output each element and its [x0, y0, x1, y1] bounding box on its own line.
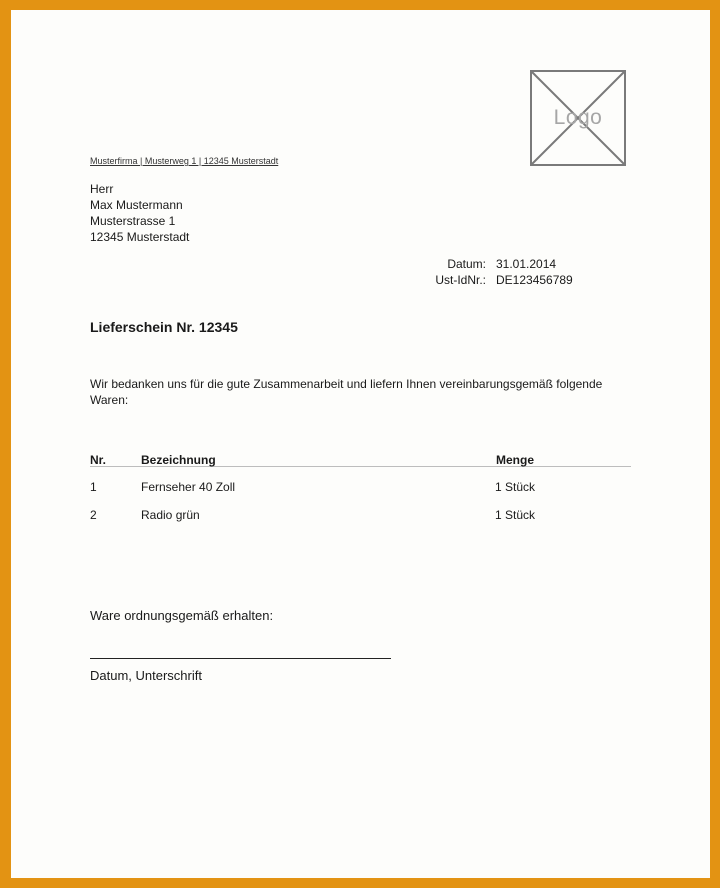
header-menge: Menge	[495, 453, 534, 467]
signature-line	[90, 658, 391, 659]
recipient-city: 12345 Musterstadt	[90, 230, 190, 244]
recipient-address	[90, 181, 189, 245]
row-nr: 2	[90, 508, 97, 522]
row-menge: 1 Stück	[494, 508, 536, 522]
row-bezeichnung: Fernseher 40 Zoll	[141, 480, 236, 494]
intro-text	[90, 376, 620, 408]
intro-line-2: Waren:	[90, 393, 129, 407]
document-title: Lieferschein Nr. 12345	[90, 319, 238, 335]
sender-line: Musterfirma | Musterweg 1 | 12345 Musterstadt	[90, 156, 279, 166]
logo-text: Logo	[553, 106, 603, 129]
table-header	[90, 453, 631, 467]
recipient-salutation: Herr	[90, 182, 114, 196]
vat-value: DE123456789	[496, 273, 573, 287]
recipient-street: Musterstrasse 1	[90, 214, 176, 228]
vat-label: Ust-IdNr.:	[435, 273, 486, 287]
logo-placeholder	[530, 70, 626, 166]
meta-values	[496, 256, 573, 288]
header-bezeichnung: Bezeichnung	[141, 453, 216, 467]
row-nr: 1	[90, 480, 97, 494]
recipient-name: Max Mustermann	[90, 198, 183, 212]
table-row	[90, 508, 631, 524]
intro-line-1: Wir bedanken uns für die gute Zusammenarbeit und liefern Ihnen vereinbarungsgemäß folgende	[90, 377, 603, 391]
signature-caption: Datum, Unterschrift	[90, 668, 202, 683]
header-nr: Nr.	[90, 453, 107, 467]
row-menge: 1 Stück	[494, 480, 536, 494]
date-label: Datum:	[447, 257, 486, 271]
row-bezeichnung: Radio grün	[141, 508, 200, 522]
received-statement: Ware ordnungsgemäß erhalten:	[90, 608, 274, 623]
delivery-note-page	[11, 10, 710, 878]
date-value: 31.01.2014	[496, 257, 557, 271]
table-row	[90, 480, 631, 496]
meta-labels	[411, 256, 486, 288]
